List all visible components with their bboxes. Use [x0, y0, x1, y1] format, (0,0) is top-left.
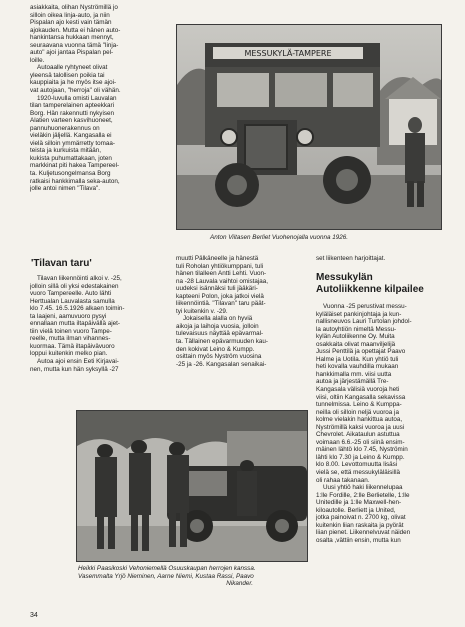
text-line: kapteeni Polon, joka jatkoi vielä [176, 292, 264, 300]
text-line: Chevrolet. Aikataulun astuttua [316, 431, 400, 439]
text-line: ta. Tällainen epävarmuuden kau- [176, 338, 268, 346]
text-line: jolloin sillä oli yksi edestakainen [30, 282, 119, 290]
text-line: Nyströmillä kaksi vuoroa ja uusi [316, 423, 405, 431]
text-line: autoa ja järjestämällä Tre- [316, 378, 389, 386]
text-line: vielä silloin ymmärretty tomaa- [30, 139, 116, 147]
heading-tilavan-taru: 'Tilavan taru' [31, 258, 92, 269]
text-line: Herttualan Lauvalasta samulla [30, 297, 115, 305]
text-line: Vuonna -25 perustivat messu- [323, 303, 407, 310]
text-line: lähti klo 7.30 ja Leino & Kumpp. [316, 453, 405, 461]
text-line: Alatien varteen kasvihuoneet, [30, 117, 113, 125]
text-line: tyi kuitenkin v. -29. [176, 307, 228, 315]
text-line: osakkaita olivat maanviljelijä [316, 340, 396, 348]
caption-bottom-line-3: Nikander. [226, 580, 253, 588]
text-line: voimaan 6.6.-25 oli siinä ensim- [316, 438, 405, 446]
text-line: liian pienet. Liikennelvuvat näiden [316, 529, 411, 537]
text-line: kiloautolle. Berliett ja United, [316, 506, 396, 514]
text-line: -25 ja -26. Kangasalan senaikai- [176, 360, 267, 368]
text-line: nen, mutta kun hän syksyllä -27 [30, 365, 119, 373]
text-line: jolle antoi nimen "Tilava". [30, 185, 101, 193]
text-line: ta. Kuljetusongelmansa Borg [30, 170, 111, 178]
text-line: silloin oikea linja-auto, ja niin [30, 11, 110, 19]
text-column-tilavan [30, 275, 161, 373]
text-line: ta laajeni, aamuvuoro pysyi [30, 312, 107, 320]
text-line: yleensä talollisen poikia tai [30, 71, 105, 79]
text-line: jotka painoivat n. 2700 kg, olivat [316, 514, 406, 522]
caption-bottom [78, 565, 318, 588]
text-line: tuli Roholan yhtiökumppani, tuli [176, 262, 264, 270]
heading-messukyla-line-1: Messukylän [316, 272, 373, 283]
caption-bottom-line-2: Vasemmalta Yrjö Nieminen, Aarne Niemi, Kustaa Rassi, Paavo [78, 572, 254, 580]
text-line: la autoyhtiön nimeltä Messu- [316, 325, 397, 333]
text-line: heti kovalla vauhdilla mukaan [316, 363, 399, 371]
text-line: hänen tilalleen Antti Lehti. Vuon- [176, 270, 267, 278]
text-line: nallisneuvos Lauri Turtolan johdol- [316, 318, 412, 326]
text-line: viisi, oltiin Kangasalla sekavissa [316, 393, 406, 401]
text-line: Pispalan ajo kesti vain tämän [30, 19, 112, 27]
text-line: 1920-luvulla omisti Lauvalan [37, 94, 117, 102]
text-line: tilan tamperelainen apteekkari [30, 102, 115, 110]
right-intro-text: set liikenteen harjoittajat. [316, 255, 386, 262]
text-line: Uusi yhtiö haki liikennelupaa [323, 484, 403, 492]
text-column-middle [176, 255, 307, 368]
text-line: Tilavan liikennöinti alkoi v. -25, [37, 275, 122, 282]
text-line: hankintansa hukkaan mennyt, [30, 34, 114, 42]
text-line: loille. [30, 56, 45, 64]
heading-messukyla-line-2: Autoliikkenne kilpailee [316, 283, 424, 295]
text-line: uudeksi isännäksi tuli jääkäri- [176, 285, 258, 293]
text-line: markkinat piti hakea Tampereel- [30, 162, 120, 170]
text-line: neilla oli silloin neljä vuoroa ja [316, 408, 399, 416]
text-line: tiin vielä toinen vuoro Tampe- [30, 327, 112, 335]
text-line: teista ja kurkuista mitään, [30, 147, 102, 155]
text-line: vielä se, että messukyläläisillä [316, 469, 400, 477]
text-line: aikoja ja laihoja vuosia, jolloin [176, 322, 259, 330]
text-line: ajokauden. Mutta ei hänen auto- [30, 26, 121, 34]
text-line: klo 7.45. 16.5.1926 alkaen toimin- [30, 305, 125, 313]
text-line: tulevaisuus näyttää epävarmal- [176, 330, 264, 338]
text-line: muutti Pälkäneelle ja hänestä [176, 255, 259, 262]
text-line: Jokaisella alalla on hyviä [183, 315, 253, 323]
text-line: pannuhuonerakennus on [30, 124, 100, 132]
text-line: osittain myös Nyström vuosina [176, 353, 262, 361]
text-column-top-left [30, 4, 161, 193]
text-column-right [316, 303, 447, 545]
text-line: na -28 Lauvala vaihtoi omistajaa, [176, 277, 269, 285]
bus-sign-text: MESSUKYLÄ-TAMPERE [244, 49, 332, 58]
text-line: seuraavana vuonna tämä "linja- [30, 41, 119, 49]
text-line: kukista puhumattakaan, joten [30, 154, 112, 162]
text-line: Borg. Hän rakennutti nykyisen [30, 109, 115, 117]
text-line: kuitenkin liian raskaita ja pyörät [316, 521, 404, 529]
men-car-photo [76, 410, 308, 562]
text-line: vat autojaan, "herroja" oli vähän. [30, 87, 121, 95]
text-line: ennallaan mutta iltapäivällä ajet- [30, 320, 120, 328]
text-line: Unitedille ja 1:lle Maxwell-hen- [316, 499, 402, 507]
text-line: asiakkaita, olihan Nyströmillä jo [30, 4, 118, 11]
text-line: liikennöintiä. "Tilavan" taru päät- [176, 300, 266, 308]
text-line: Kangasala välisiä vuoroja heti [316, 386, 400, 394]
text-line: osalta ,vättiin ensin, mutta kun [316, 536, 401, 544]
text-line: auto" ajoi jantaa Pispalan pel- [30, 49, 114, 57]
text-line: Autoaalle ryhtyneet olivat [37, 64, 108, 72]
text-line: Autoa ajoi ensin Eeti Kirjavai- [37, 358, 119, 366]
text-line: kylän Autoliikenne Oy. Muita [316, 333, 395, 341]
text-line: 1:lle Fordille, 2:lle Berlietelle, 1:lle [316, 491, 410, 499]
text-line: klo 8.00. Levottomuutta lisäsi [316, 461, 398, 469]
text-line: oli rahaa takanaan. [316, 476, 370, 484]
caption-top: Anton Viitasen Berliet Vuohenojalla vuonna 1926. [210, 234, 349, 241]
text-line: kuormaa. Tämä iltapäivävuoro [30, 342, 115, 350]
text-line: kyläläiset pankinjohtaja ja kun- [316, 310, 402, 318]
text-line: reelle, mutta ilman vihannes- [30, 335, 111, 343]
caption-bottom-line-1: Heikki Paasikoski Vehoniemellä Osuuskaupan herrojen kanssa. [78, 565, 256, 572]
bus-photo [176, 24, 442, 230]
text-line: Jussi Penttilä ja opettajat Paavo [316, 348, 406, 356]
heading-messukyla [316, 272, 424, 295]
right-intro-line [316, 255, 447, 263]
text-line: kauppiaita ja he myös itse ajoi- [30, 79, 117, 87]
text-line: kolme vielakin hankittua autoa, [316, 416, 403, 424]
text-line: vuoro Tampereelle. Auto lähti [30, 290, 112, 298]
page-number: 34 [30, 612, 38, 619]
text-line: Halme ja Uotila. Kun yhtiö tuli [316, 355, 399, 363]
text-line: ratkaisi hankkimalla seka-auton, [30, 177, 120, 185]
text-line: hankkimalla mm. viisi uutta [316, 370, 392, 378]
text-line: tunnelmissa. Leino & Kumppa- [316, 401, 402, 409]
text-line: den kokivat Leino & Kumpp. [176, 345, 255, 353]
text-line: loppui kuitenkin melko pian. [30, 350, 108, 358]
text-line: mäinen lähtö klo 7.45, Nyströmin [316, 446, 408, 454]
text-line: vieläkin jäljellä. Kangasalla ei [30, 132, 112, 140]
